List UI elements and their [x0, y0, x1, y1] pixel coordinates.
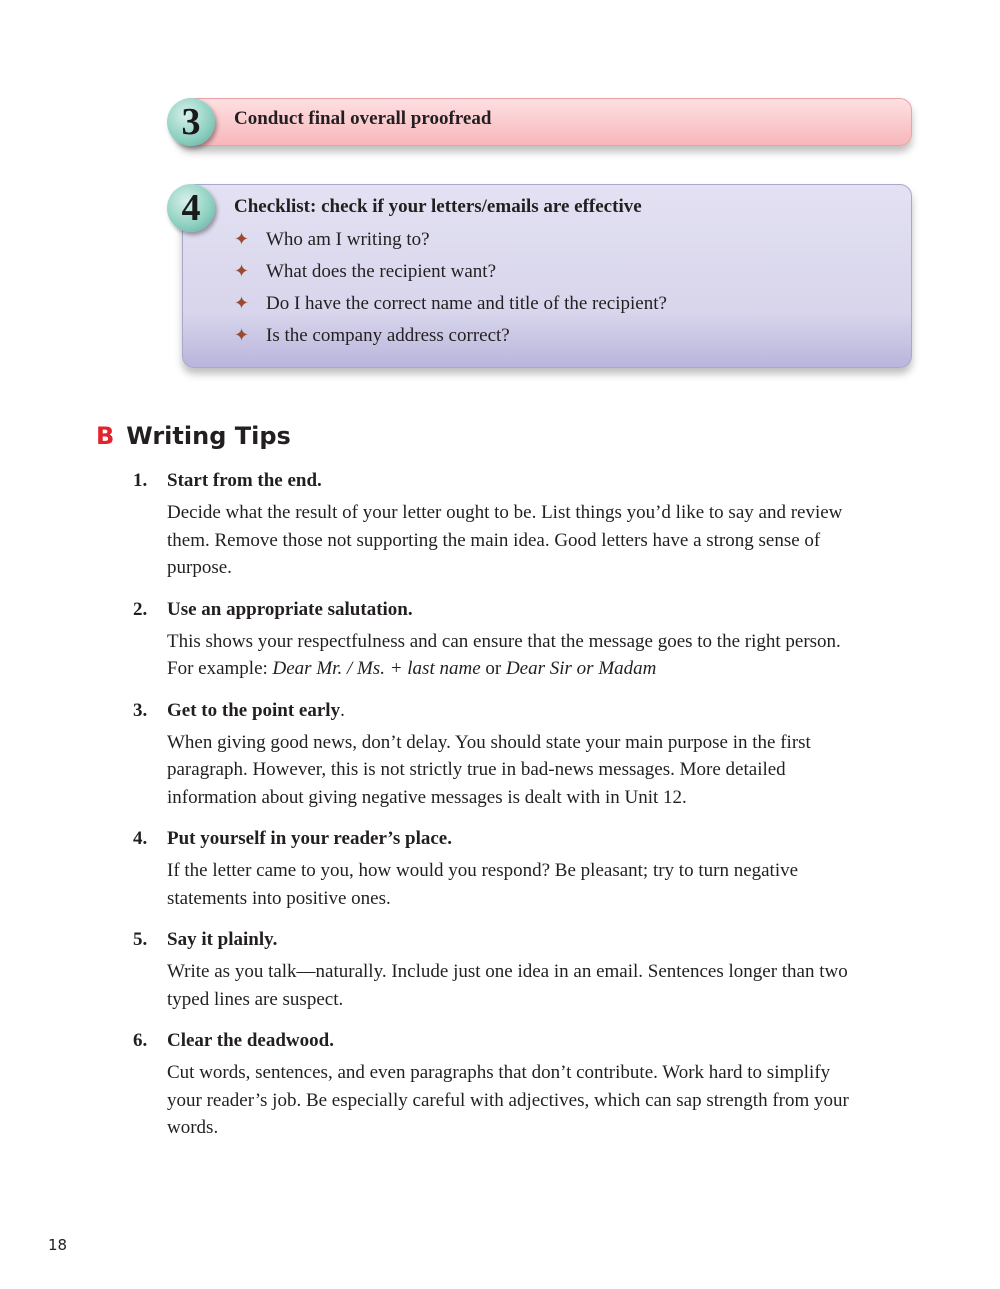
section-title: Writing Tips	[126, 422, 291, 450]
writing-tips-list	[133, 467, 903, 1156]
tip-title: Use an appropriate salutation.	[167, 598, 413, 620]
tip-line: information about giving negative messages is dealt with in Unit 12.	[167, 786, 687, 808]
tip-title: Clear the deadwood.	[167, 1030, 334, 1051]
tip-line: Write as you talk—naturally. Include just one idea in an email. Sentences longer than two	[167, 961, 848, 982]
tip-title: Get to the point early.	[167, 699, 345, 721]
tip-body	[167, 729, 903, 812]
tip-title: Start from the end.	[167, 470, 322, 491]
tip-number: 1.	[133, 470, 148, 491]
tip-number: 3.	[133, 699, 148, 721]
tip-item	[133, 1027, 903, 1142]
tip-number: 4.	[133, 828, 148, 849]
page-number: 18	[48, 1236, 68, 1254]
tip-body	[167, 1059, 903, 1142]
tip-title: Put yourself in your reader’s place.	[167, 828, 452, 849]
tip-item	[133, 926, 903, 1013]
tip-example: For example: Dear Mr. / Ms. + last name or Dear Sir or Madam	[167, 658, 657, 679]
tip-item	[133, 467, 903, 582]
section-heading	[96, 422, 291, 450]
checklist-item	[234, 325, 510, 347]
tip-line: purpose.	[167, 557, 232, 578]
tip-line: Cut words, sentences, and even paragraphs that don’t contribute. Work hard to simplify	[167, 1062, 831, 1083]
tip-line: typed lines are suspect.	[167, 988, 344, 1010]
step-3-number-badge: 3	[167, 98, 215, 146]
tip-title: Say it plainly.	[167, 929, 278, 950]
checklist-item	[234, 261, 496, 283]
step-4-title: Checklist: check if your letters/emails are effective	[234, 196, 642, 217]
star-bullet-icon: ✦	[234, 261, 250, 281]
tip-body	[167, 857, 903, 912]
tip-line: Decide what the result of your letter ought to be. List things you’d like to say and review	[167, 502, 843, 523]
tip-line: them. Remove those not supporting the main idea. Good letters have a strong sense of	[167, 529, 821, 551]
tip-line: words.	[167, 1117, 219, 1138]
star-bullet-icon: ✦	[234, 293, 250, 313]
tip-number: 2.	[133, 598, 148, 620]
tip-line: This shows your respectfulness and can ensure that the message goes to the right person.	[167, 630, 841, 652]
checklist-item-text: Do I have the correct name and title of the recipient?	[266, 293, 667, 314]
tip-body	[167, 499, 903, 582]
tip-number: 6.	[133, 1030, 148, 1051]
checklist-item	[234, 293, 667, 315]
checklist-item-text: What does the recipient want?	[266, 261, 497, 282]
tip-line: your reader’s job. Be especially careful with adjectives, which can sap strength from your	[167, 1089, 849, 1111]
step-4-number-badge: 4	[167, 184, 215, 232]
tip-item	[133, 596, 903, 683]
step-3-title: Conduct final overall proofread	[234, 108, 492, 129]
tip-item	[133, 825, 903, 912]
tip-item	[133, 697, 903, 812]
section-letter: B	[96, 422, 115, 450]
tip-body	[167, 958, 903, 1013]
tip-line: statements into positive ones.	[167, 887, 391, 909]
tip-line: paragraph. However, this is not strictly true in bad-news messages. More detailed	[167, 759, 786, 780]
checklist-item-text: Is the company address correct?	[266, 325, 510, 346]
star-bullet-icon: ✦	[234, 325, 250, 345]
star-bullet-icon: ✦	[234, 229, 250, 249]
tip-line: When giving good news, don’t delay. You should state your main purpose in the first	[167, 731, 811, 753]
checklist-item	[234, 229, 430, 251]
checklist-item-text: Who am I writing to?	[266, 229, 430, 250]
tip-number: 5.	[133, 929, 148, 950]
tip-body	[167, 628, 903, 683]
tip-line: If the letter came to you, how would you respond? Be pleasant; try to turn negative	[167, 860, 799, 881]
